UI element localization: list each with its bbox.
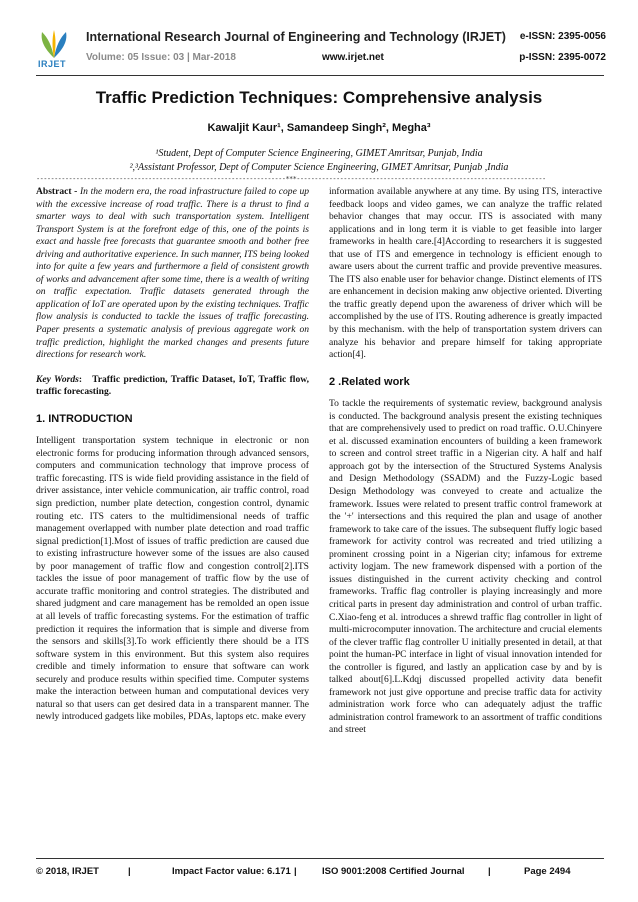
footer-separator: | — [128, 866, 131, 877]
paper-authors: Kawaljit Kaur¹, Samandeep Singh², Megha³ — [207, 122, 431, 134]
footer-page-number: Page 2494 — [524, 866, 571, 877]
footer-separator: | — [488, 866, 491, 877]
keywords: Key Words: Traffic prediction, Traffic Dataset, IoT, Traffic flow, traffic forecasting. — [36, 373, 309, 398]
footer-iso: ISO 9001:2008 Certified Journal — [322, 866, 465, 877]
keywords-label: Key Words — [36, 373, 79, 385]
intro-text: Intelligent transportation system technique in electronic or non electronic forms for producing information through advanced sensors, computers and communication technology that improve process of traffic forecasting. ITS is wide field providing assistance in the field of driver assistance, inter vehicle communication, air traffic control, road sign prediction, number plate detection, congestion control, dynamic routing etc. ITS caters to the multidimensional needs of traffic management overlapped with number plate detection and road traffic signal prediction[1].Most of issues of traffic prediction are caused due to existing infrastructure however some of the issues are also caused by poor management of traffic flow and congestion control[2].ITS tackles the issue of poor management of traffic flow by the use of accurate traffic monitoring and control strategies. The distributed and shared judgment and care management has be remolded an open issue at all levels of traffic forecasting systems. For the estimation of traffic prediction it requires the information that is simple and diverse from the sensors and skills[3].To work efficiently there should be a ITS software system in this environment. But this system also requires credible and timely information to ensure that software can work securely and produce results within specified time. Computer systems make the interaction between human and computational devices very natural so that users can get desired data in a transparent manner. The newly introduced gadgets like mobiles, PDAs, laptops etc. make every — [36, 435, 309, 723]
related-work-heading: 2 .Related work — [329, 375, 410, 388]
p-issn: p-ISSN: 2395-0072 — [519, 52, 606, 63]
abstract — [36, 186, 309, 362]
footer-copyright: © 2018, IRJET — [36, 866, 99, 877]
header-divider — [36, 75, 604, 76]
website-link[interactable]: www.irjet.net — [322, 52, 384, 63]
irjet-logo: IRJET — [36, 28, 72, 70]
footer-separator: | — [294, 866, 297, 877]
journal-name: International Research Journal of Engineering and Technology (IRJET) — [86, 30, 506, 44]
keywords-text: Traffic prediction, Traffic Dataset, IoT, Traffic flow, traffic forecasting. — [36, 373, 309, 398]
intro-continued-text: information available anywhere at any time. By using ITS, interactive feedback loops and video games, we can analyze the traffic related behavior changes that may occur. ITS is associated with many applications and in long term it is viable to get feasible into larger frameworks in health care.[4]According to researchers it is suggested that use of ITS and emergence in technology is efficient enough to aware users about the current traffic and provide preventive measures. The ITS also enable user for behavior change. Distinct elements of ITS are enhancement in decision making anw objective oriented. Diverting the traffic greatly depend upon the awareness of driver which will be accomplished by the use of ITS. Routing adherence is greatly impacted by this mechanism. with the help of transportation system drivers can analyze his behavior and prepare himself for taking appropriate action[4]. — [329, 186, 602, 361]
section-separator: ---------------------------------------------------------------------***--------------------------------------------------------------------- — [36, 175, 546, 183]
abstract-text: In the modern era, the road infrastructure failed to cope up with the excessive increase of road traffic. There is a thrust to find a smarter ways to deal with such transportation system. Intelligent Transport System is at the forefront edge of this, one of the points is exact and hassle free forecasts that guarantee smooth and bother free driving and authoritative experience. In such manner, ITS being looked into for quite a few years and furthermore a field of consistent growth of works and advancement after some time, there is a wealth of writing on traffic expectation. Traffic datasets generated through the application of IoT are operated upon by the existing techniques. Traffic flow analysis is conducted to tackle the issues of traffic forecasting. Paper presents a systematic analysis of previous aggregate work on traffic prediction, highlight the marked changes and presents future directions for research work. — [36, 186, 309, 361]
affiliation-2: ²,³Assistant Professor, Dept of Computer Science Engineering, GIMET Amritsar, Punjab ,India — [129, 162, 509, 173]
footer-divider — [36, 858, 604, 859]
right-column — [329, 186, 602, 737]
e-issn: e-ISSN: 2395-0056 — [519, 31, 606, 42]
leaf-logo-icon — [36, 28, 72, 60]
affiliation-1: ¹Student, Dept of Computer Science Engineering, GIMET Amritsar, Punjab, India — [155, 148, 483, 159]
related-work-text: To tackle the requirements of systematic review, background analysis is conducted. The background analysis present the existing techniques that are comprehensively used to predict on road traffic. O.U.Chinyere et al. discussed examination encounters of building a keen framework to screen and control street traffic in a Nigerian city. A half and half approach got by the intersection of the Structured Systems Analysis and Design Methodology (SSADM) and the Fuzzy-Logic based Design Methodology was conveyed to create and actualize the framework. Issues were related to present traffic control framework at the '+' intersections and this required the plan and usage of another framework to take care of the issues. The subsequent fluffy logic based framework for activity control was recreated and tried utilizing a prominent crossing point in a Nigerian city; infamous for extreme activity logjam. The new framework dispensed with a portion of the issues distinguished in the current activity checking and control frameworks. Traffic flag controller is playing increasingly and more critical parts in present day administration and control of urban traffic. C.Xiao-feng et al. introduces a shrewd traffic flag controller in light of multi-microcomputer innovation. The architecture and crucial elements of the clever traffic flag controller U initially presented in detail, at that point the human-PC interface in light of visual innovation intended for the controller is figured, and lastly an application case by and by is talked about[6].L.Kdqj discussed propelled activity data benefit framework not just give opportune and precise traffic data for activity administration work force who can adequately adjust the traffic administration control framework to an assortment of traffic conditions and street — [329, 398, 602, 736]
left-column — [36, 186, 309, 724]
journal-header — [36, 28, 606, 78]
paper-title: Traffic Prediction Techniques: Comprehensive analysis — [95, 88, 543, 107]
footer-impact-factor: Impact Factor value: 6.171 — [172, 866, 291, 877]
volume-info: Volume: 05 Issue: 03 | Mar-2018 — [86, 52, 236, 63]
abstract-label: Abstract - — [36, 186, 80, 197]
intro-heading: 1. INTRODUCTION — [36, 412, 133, 425]
